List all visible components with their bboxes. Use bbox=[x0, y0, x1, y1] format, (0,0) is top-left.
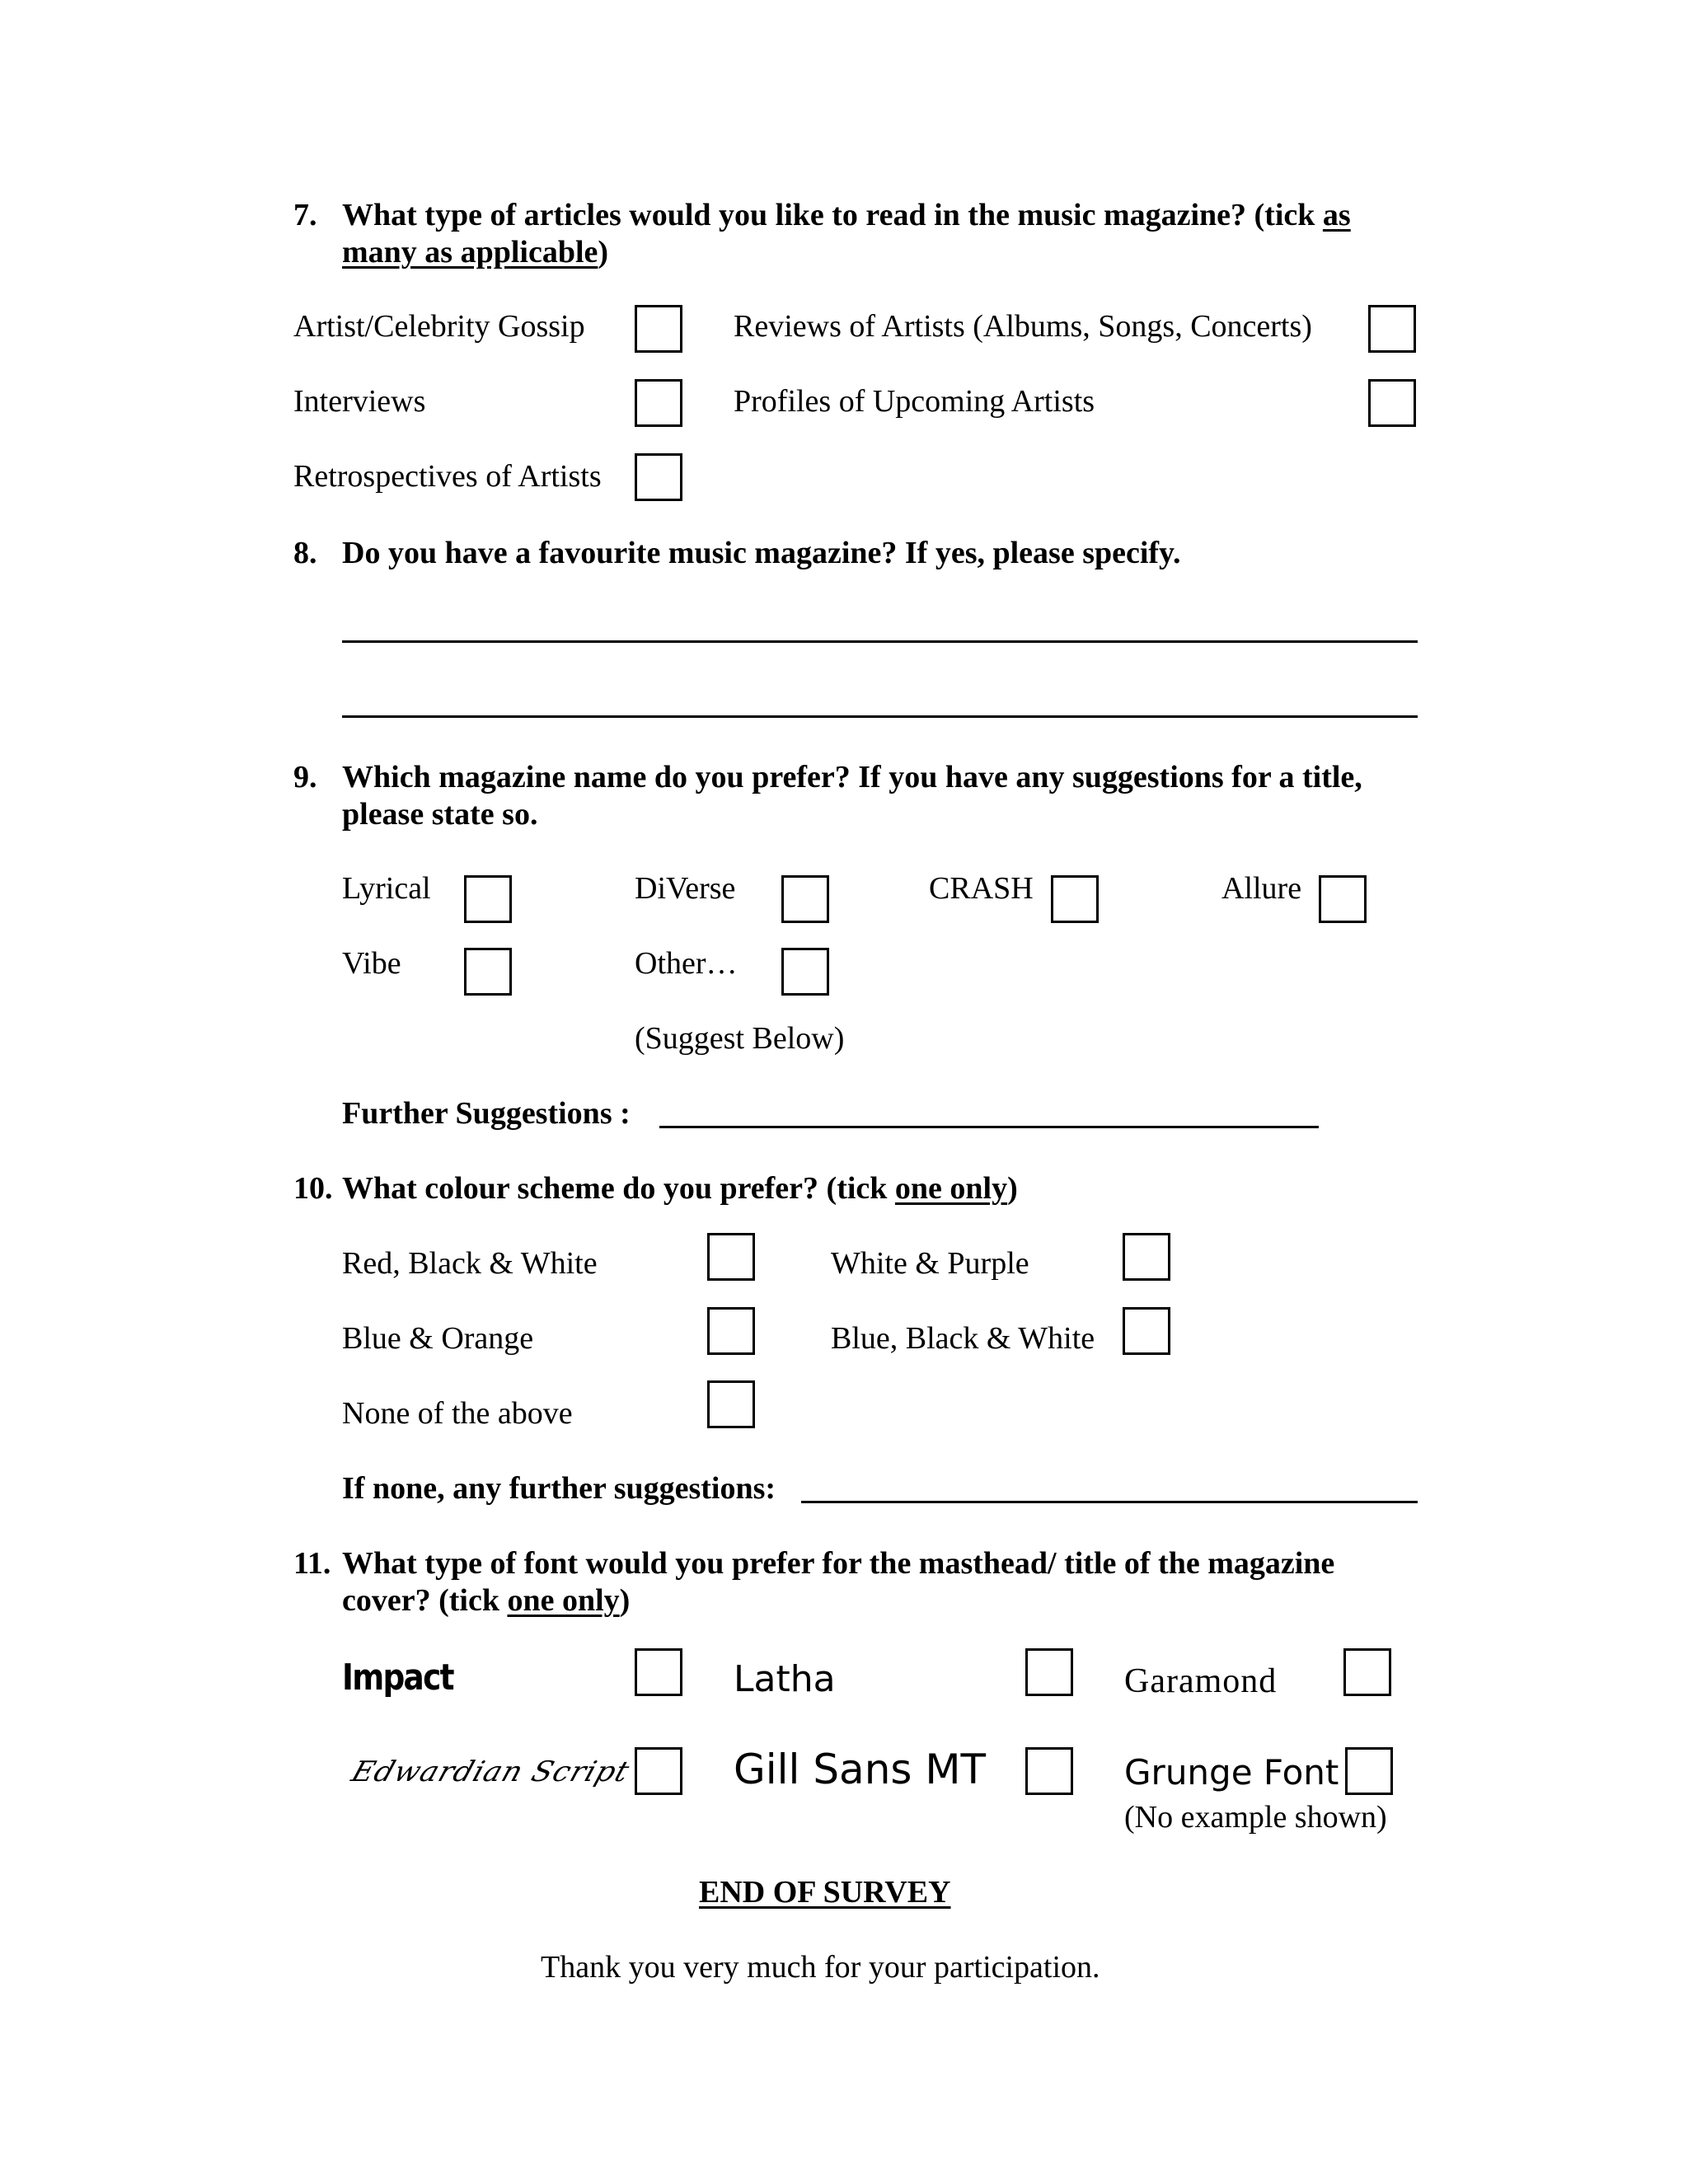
q10-text-b: ) bbox=[1007, 1171, 1018, 1206]
q9-checkbox-lyrical[interactable] bbox=[464, 875, 512, 923]
q10-text-underlined: one only bbox=[894, 1171, 1008, 1206]
q10-further-label: If none, any further suggestions: bbox=[342, 1471, 776, 1506]
q7-text-underlined-2: many as applicable bbox=[342, 235, 598, 269]
q10-checkbox-none[interactable] bbox=[707, 1380, 755, 1428]
q7-option-label: Retrospectives of Artists bbox=[293, 459, 602, 494]
q11-text-line1: What type of font would you prefer for the masthead/ title of the magazine bbox=[342, 1546, 1335, 1581]
q7-checkbox-retrospectives[interactable] bbox=[635, 453, 682, 501]
q7-text-a: What type of articles would you like to read in the music magazine? (tick bbox=[342, 198, 1323, 232]
q9-text-line2: please state so. bbox=[342, 797, 538, 832]
q10-checkbox-blue-orange[interactable] bbox=[707, 1307, 755, 1355]
q8-number: 8. bbox=[293, 536, 317, 570]
q11-checkbox-grunge[interactable] bbox=[1345, 1747, 1393, 1795]
q11-option-impact: Impact bbox=[342, 1657, 453, 1699]
q9-checkbox-other[interactable] bbox=[781, 948, 829, 996]
q9-suggest-note: (Suggest Below) bbox=[635, 1021, 845, 1056]
end-title: END OF SURVEY bbox=[699, 1875, 951, 1910]
q7-text-line1 bbox=[342, 196, 1351, 234]
q11-checkbox-garamond[interactable] bbox=[1343, 1648, 1391, 1696]
q9-further-line[interactable] bbox=[659, 1126, 1319, 1128]
q11-checkbox-latha[interactable] bbox=[1025, 1648, 1073, 1696]
q11-text-a: cover? (tick bbox=[342, 1583, 508, 1618]
q9-text-line1: Which magazine name do you prefer? If you have any suggestions for a title, bbox=[342, 760, 1362, 794]
q11-option-gill-sans: Gill Sans MT bbox=[734, 1746, 987, 1793]
q9-further-label: Further Suggestions : bbox=[342, 1096, 631, 1131]
q9-option-label: Lyrical bbox=[342, 871, 431, 906]
q11-option-garamond: Garamond bbox=[1124, 1662, 1278, 1700]
q7-text-underlined-1: as bbox=[1322, 198, 1351, 232]
q11-text-line2 bbox=[342, 1582, 630, 1619]
q10-option-label: Blue & Orange bbox=[342, 1321, 534, 1356]
q8-text: Do you have a favourite music magazine? If yes, please specify. bbox=[342, 536, 1181, 570]
q11-option-grunge: Grunge Font bbox=[1124, 1752, 1339, 1793]
q7-text-b: ) bbox=[598, 235, 609, 269]
q7-checkbox-reviews[interactable] bbox=[1368, 305, 1416, 353]
q11-checkbox-impact[interactable] bbox=[635, 1648, 682, 1696]
q9-option-label: Other… bbox=[635, 946, 738, 981]
q10-option-label: Red, Black & White bbox=[342, 1246, 598, 1281]
q9-checkbox-diverse[interactable] bbox=[781, 875, 829, 923]
q9-option-label: Vibe bbox=[342, 946, 401, 981]
q7-option-label: Reviews of Artists (Albums, Songs, Concerts) bbox=[734, 309, 1312, 344]
thanks-text: Thank you very much for your participation. bbox=[541, 1950, 1100, 1985]
q10-further-line[interactable] bbox=[801, 1501, 1418, 1503]
q9-checkbox-allure[interactable] bbox=[1319, 875, 1367, 923]
q7-option-label: Interviews bbox=[293, 384, 426, 419]
q9-checkbox-vibe[interactable] bbox=[464, 948, 512, 996]
q11-number: 11. bbox=[293, 1546, 331, 1581]
q7-text-line2 bbox=[342, 233, 608, 271]
q11-option-edwardian-script: Edwardian Script bbox=[347, 1755, 635, 1788]
q11-text-underlined: one only bbox=[507, 1583, 620, 1618]
q9-option-label: Allure bbox=[1221, 871, 1302, 906]
q10-text-a: What colour scheme do you prefer? (tick bbox=[342, 1171, 895, 1206]
q11-text-b: ) bbox=[619, 1583, 631, 1618]
q11-checkbox-gill-sans[interactable] bbox=[1025, 1747, 1073, 1795]
q10-option-label: White & Purple bbox=[831, 1246, 1029, 1281]
q7-checkbox-profiles[interactable] bbox=[1368, 379, 1416, 427]
q9-option-label: DiVerse bbox=[635, 871, 736, 906]
q10-option-label: Blue, Black & White bbox=[831, 1321, 1095, 1356]
q7-checkbox-interviews[interactable] bbox=[635, 379, 682, 427]
q8-answer-line-1[interactable] bbox=[342, 640, 1418, 643]
q9-checkbox-crash[interactable] bbox=[1051, 875, 1099, 923]
q11-option-latha: Latha bbox=[734, 1658, 836, 1700]
q7-option-label: Profiles of Upcoming Artists bbox=[734, 384, 1095, 419]
q8-answer-line-2[interactable] bbox=[342, 715, 1418, 718]
q7-number: 7. bbox=[293, 198, 317, 232]
q10-checkbox-white-purple[interactable] bbox=[1123, 1233, 1170, 1281]
q10-option-label: None of the above bbox=[342, 1396, 573, 1431]
q11-checkbox-edwardian-script[interactable] bbox=[635, 1747, 682, 1795]
q7-checkbox-gossip[interactable] bbox=[635, 305, 682, 353]
q10-number: 10. bbox=[293, 1171, 333, 1206]
q9-number: 9. bbox=[293, 760, 317, 794]
q10-checkbox-red-black-white[interactable] bbox=[707, 1233, 755, 1281]
q9-option-label: CRASH bbox=[929, 871, 1034, 906]
q11-grunge-note: (No example shown) bbox=[1124, 1800, 1387, 1835]
q10-checkbox-blue-black-white[interactable] bbox=[1123, 1307, 1170, 1355]
q10-text bbox=[342, 1169, 1018, 1207]
q7-option-label: Artist/Celebrity Gossip bbox=[293, 309, 585, 344]
